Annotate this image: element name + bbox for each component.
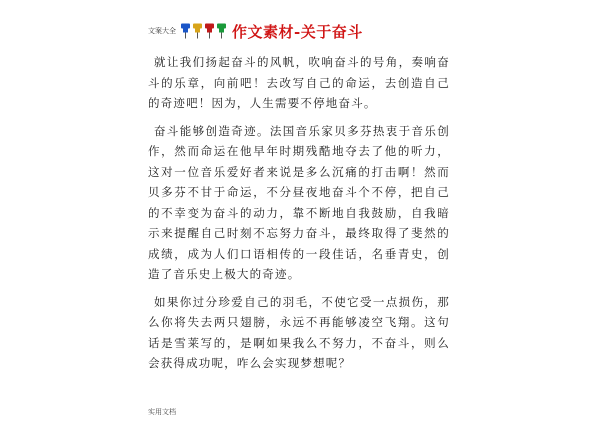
paragraph: 如果你过分珍爱自己的羽毛，不使它受一点损伤，那么你将失去两只翅膀，永远不再能够凌空飞翔。这句话是雪莱写的，是啊如果我么不努力，不奋斗，则么会获得成功呢，咋么会实现梦想呢？ (148, 294, 450, 370)
document-body (148, 52, 450, 381)
pushpin-icon (204, 23, 215, 39)
pushpin-icon (216, 23, 227, 39)
document-header (148, 20, 363, 42)
document-title: 作文素材-关于奋斗 (232, 22, 363, 41)
footer-label: 实用文档 (148, 408, 176, 416)
pushpin-group (180, 23, 228, 39)
pushpin-icon (180, 23, 191, 39)
paragraph: 就让我们扬起奋斗的风帆，吹响奋斗的号角，奏响奋斗的乐章，向前吧！去改写自己的命运，去创造自己的奇迹吧！因为，人生需要不停地奋斗。 (148, 55, 450, 110)
pushpin-icon (192, 23, 203, 39)
paragraph: 奋斗能够创造奇迹。法国音乐家贝多芬热衷于音乐创作，然而命运在他早年时期残酷地夺去了他的听力，这对一位音乐爱好者来说是多么沉痛的打击啊！然而贝多芬不甘于命运，不分昼夜地奋斗个不停，把自己的不幸变为奋斗的动力，靠不断地自我鼓励，自我暗示来提醒自己时刻不忘努力奋斗，最终取得了斐然的成绩，成为人们口语相传的一段佳话，名垂青史，创造了音乐史上极大的奇迹。 (148, 123, 450, 281)
site-label: 文案大全 (148, 27, 176, 35)
